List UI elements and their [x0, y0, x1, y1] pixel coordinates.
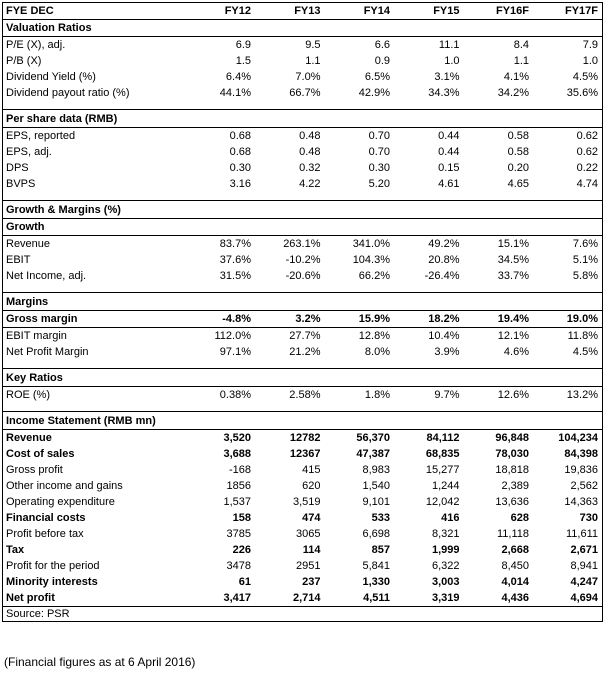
row-label: Revenue — [6, 238, 51, 250]
cell: 1.5 — [235, 55, 251, 67]
cell: 8,941 — [570, 560, 598, 572]
subsection-title-growth — [3, 219, 603, 236]
spacer-cell — [3, 192, 603, 201]
cell: 3,519 — [292, 496, 321, 508]
cell: 1,330 — [362, 576, 390, 588]
cell: 78,030 — [495, 448, 529, 460]
cell: 1.0 — [582, 55, 598, 67]
table-row — [3, 344, 603, 360]
cell: 4,436 — [501, 592, 529, 604]
cell: 0.30 — [368, 162, 390, 174]
cell: 11,118 — [496, 528, 529, 540]
section-title-growth-margins — [3, 201, 603, 219]
cell: 8,450 — [501, 560, 529, 572]
cell: 0.70 — [368, 146, 390, 158]
cell: 12.8% — [358, 330, 390, 342]
cell: 12.1% — [497, 330, 529, 342]
per-share-title: Per share data (RMB) — [3, 110, 603, 128]
cell: 628 — [510, 512, 529, 524]
cell: 2,714 — [292, 592, 321, 604]
growth-title: Growth — [3, 219, 603, 236]
cell: 2951 — [296, 560, 321, 572]
cell: 237 — [302, 576, 321, 588]
cell: 1,999 — [431, 544, 460, 556]
cell: 6.9 — [235, 39, 251, 51]
spacer-row — [3, 101, 603, 110]
cell: 84,112 — [426, 432, 460, 444]
cell: 263.1% — [283, 238, 321, 250]
cell: 84,398 — [564, 448, 598, 460]
cell: 8.4 — [513, 39, 529, 51]
cell: 3,688 — [223, 448, 251, 460]
cell: 66.2% — [358, 270, 390, 282]
row-label: Other income and gains — [6, 480, 123, 492]
cell: 1,537 — [223, 496, 251, 508]
cell: 19.4% — [464, 311, 534, 328]
cell: 4.5% — [572, 71, 598, 83]
cell: 33.7% — [497, 270, 529, 282]
row-label: P/B (X) — [6, 55, 42, 67]
cell: 4,511 — [363, 592, 390, 604]
table-row — [3, 478, 603, 494]
cell: 15.9% — [325, 311, 395, 328]
cell: -4.8% — [186, 311, 256, 328]
table-row — [3, 494, 603, 510]
financial-summary-table — [2, 2, 603, 622]
row-label: Cost of sales — [6, 448, 75, 460]
cell: 6,322 — [431, 560, 460, 572]
cell: 34.5% — [497, 254, 529, 266]
cell: 4,694 — [570, 592, 598, 604]
cell: 1,244 — [431, 480, 460, 492]
row-label: ROE (%) — [6, 389, 50, 401]
row-label: EPS, adj. — [6, 146, 52, 158]
cell: 104,234 — [558, 432, 598, 444]
year-fy14: FY14 — [325, 3, 395, 20]
cell: 533 — [371, 512, 390, 524]
spacer-cell — [3, 284, 603, 293]
table-row — [3, 590, 603, 607]
section-title-valuation — [3, 20, 603, 37]
cell: 12,042 — [425, 496, 460, 508]
cell: 7.6% — [572, 238, 598, 250]
cell: 4.1% — [503, 71, 529, 83]
cell: 27.7% — [289, 330, 321, 342]
table-row — [3, 510, 603, 526]
cell: 3,319 — [431, 592, 460, 604]
row-label: Profit for the period — [6, 560, 100, 572]
cell: 0.58 — [507, 146, 529, 158]
cell: 4.22 — [299, 178, 321, 190]
cell: 1.1 — [305, 55, 321, 67]
cell: 416 — [441, 512, 460, 524]
section-title-income — [3, 412, 603, 430]
cell: 114 — [302, 544, 321, 556]
cell: 1.8% — [364, 389, 390, 401]
section-title-key-ratios — [3, 369, 603, 387]
cell: 158 — [232, 512, 251, 524]
cell: 34.3% — [428, 87, 460, 99]
cell: 0.70 — [368, 130, 390, 142]
row-label: EBIT margin — [6, 330, 67, 342]
cell: 11.1 — [438, 39, 460, 51]
spacer-row — [3, 192, 603, 201]
cell: 3478 — [226, 560, 251, 572]
cell: 4,014 — [501, 576, 529, 588]
cell: 730 — [579, 512, 598, 524]
cell: 4.65 — [507, 178, 529, 190]
row-label: EPS, reported — [6, 130, 76, 142]
cell: 96,848 — [495, 432, 529, 444]
cell: 9,101 — [362, 496, 390, 508]
cell: 9.5 — [305, 39, 321, 51]
cell: -26.4% — [424, 270, 460, 282]
cell: 8.0% — [364, 346, 390, 358]
table-row — [3, 462, 603, 478]
cell: 8,983 — [362, 464, 390, 476]
cell: 4.74 — [576, 178, 598, 190]
cell: 3065 — [296, 528, 321, 540]
table-row — [3, 252, 603, 268]
row-label: Profit before tax — [6, 528, 84, 540]
cell: 8,321 — [431, 528, 460, 540]
year-fy12: FY12 — [186, 3, 256, 20]
cell: 37.6% — [219, 254, 251, 266]
cell: 415 — [302, 464, 321, 476]
cell: 2.58% — [289, 389, 321, 401]
row-label: BVPS — [6, 178, 36, 190]
cell: -10.2% — [285, 254, 321, 266]
year-fy16f: FY16F — [464, 3, 534, 20]
cell: 4.61 — [438, 178, 460, 190]
cell: 0.44 — [438, 130, 460, 142]
header-row — [3, 3, 603, 20]
growth-margins-title: Growth & Margins (%) — [3, 201, 603, 219]
table-row — [3, 128, 603, 145]
cell: 61 — [238, 576, 251, 588]
cell: 1,540 — [362, 480, 390, 492]
cell: 83.7% — [219, 238, 251, 250]
cell: 226 — [232, 544, 251, 556]
cell: 13.2% — [566, 389, 598, 401]
table-row — [3, 526, 603, 542]
row-label: Tax — [6, 544, 25, 556]
cell: 11,611 — [565, 528, 598, 540]
cell: 341.0% — [352, 238, 390, 250]
cell: 9.7% — [434, 389, 460, 401]
financial-summary-table-wrapper — [2, 2, 602, 622]
cell: 4,247 — [570, 576, 598, 588]
cell: 3,003 — [431, 576, 460, 588]
table-row — [3, 144, 603, 160]
cell: 21.2% — [289, 346, 321, 358]
spacer-cell — [3, 403, 603, 412]
cell: 0.58 — [507, 130, 529, 142]
cell: 2,668 — [501, 544, 529, 556]
cell: 35.6% — [566, 87, 598, 99]
cell: 1.0 — [444, 55, 460, 67]
row-label: Minority interests — [6, 576, 98, 588]
cell: 12367 — [289, 448, 321, 460]
table-row — [3, 558, 603, 574]
cell: 47,387 — [356, 448, 390, 460]
subsection-title-margins — [3, 293, 603, 311]
row-label: EBIT — [6, 254, 31, 266]
table-row — [3, 311, 603, 328]
cell: 0.30 — [229, 162, 251, 174]
cell: 0.22 — [576, 162, 598, 174]
row-label: Gross margin — [3, 311, 186, 328]
cell: 4.5% — [572, 346, 598, 358]
row-label: Revenue — [6, 432, 52, 444]
table-row — [3, 574, 603, 590]
cell: 6.5% — [364, 71, 390, 83]
table-row — [3, 328, 603, 345]
spacer-row — [3, 403, 603, 412]
row-label: P/E (X), adj. — [6, 39, 66, 51]
row-label: DPS — [6, 162, 29, 174]
section-title-per-share — [3, 110, 603, 128]
cell: 0.9 — [374, 55, 390, 67]
cell: 0.32 — [299, 162, 321, 174]
row-label: Net profit — [6, 592, 55, 604]
cell: 0.48 — [299, 146, 321, 158]
cell: 14,363 — [564, 496, 598, 508]
fye-label: FYE DEC — [3, 3, 186, 20]
row-label: Dividend payout ratio (%) — [6, 87, 130, 99]
cell: -20.6% — [285, 270, 321, 282]
year-fy17f: FY17F — [533, 3, 603, 20]
cell: 7.9 — [582, 39, 598, 51]
cell: 19.0% — [533, 311, 603, 328]
cell: 2,671 — [570, 544, 598, 556]
cell: 0.15 — [438, 162, 460, 174]
cell: 97.1% — [219, 346, 251, 358]
cell: -168 — [228, 464, 251, 476]
table-row — [3, 176, 603, 192]
year-fy13: FY13 — [255, 3, 325, 20]
table-row — [3, 236, 603, 253]
cell: 13,636 — [495, 496, 529, 508]
table-row — [3, 387, 603, 404]
cell: 10.4% — [428, 330, 460, 342]
cell: 34.2% — [497, 87, 529, 99]
cell: 3785 — [226, 528, 251, 540]
cell: 104.3% — [352, 254, 390, 266]
cell: 1.1 — [513, 55, 529, 67]
cell: 0.68 — [229, 146, 251, 158]
cell: 5.1% — [572, 254, 598, 266]
cell: 68,835 — [425, 448, 460, 460]
cell: 66.7% — [289, 87, 321, 99]
cell: 6,698 — [362, 528, 390, 540]
spacer-row — [3, 360, 603, 369]
cell: 44.1% — [219, 87, 251, 99]
cell: 15.1% — [497, 238, 529, 250]
cell: 5,841 — [362, 560, 390, 572]
cell: 857 — [371, 544, 390, 556]
row-label: Net Profit Margin — [6, 346, 89, 358]
cell: 5.20 — [368, 178, 390, 190]
table-row — [3, 85, 603, 101]
source-row — [3, 607, 603, 622]
cell: 3.2% — [255, 311, 325, 328]
cell: 3.16 — [229, 178, 251, 190]
cell: 3.9% — [434, 346, 460, 358]
table-row — [3, 542, 603, 558]
cell: 20.8% — [428, 254, 460, 266]
cell: 3,520 — [223, 432, 251, 444]
cell: 15,277 — [425, 464, 460, 476]
table-row — [3, 430, 603, 447]
cell: 42.9% — [358, 87, 390, 99]
cell: 2,562 — [570, 480, 598, 492]
row-label: Gross profit — [6, 464, 63, 476]
cell: 56,370 — [356, 432, 390, 444]
row-label: Financial costs — [6, 512, 86, 524]
footnote: (Financial figures as at 6 April 2016) — [4, 655, 196, 669]
cell: 1856 — [226, 480, 251, 492]
table-row — [3, 69, 603, 85]
cell: 474 — [302, 512, 321, 524]
cell: 0.62 — [576, 146, 598, 158]
cell: 0.62 — [576, 130, 598, 142]
cell: 0.68 — [229, 130, 251, 142]
cell: 0.48 — [299, 130, 321, 142]
cell: 6.6 — [374, 39, 390, 51]
cell: 0.44 — [438, 146, 460, 158]
cell: 3.1% — [434, 71, 460, 83]
row-label: Net Income, adj. — [6, 270, 87, 282]
table-row — [3, 268, 603, 284]
spacer-row — [3, 284, 603, 293]
cell: 7.0% — [295, 71, 321, 83]
cell: 19,836 — [564, 464, 598, 476]
cell: 4.6% — [503, 346, 529, 358]
cell: 31.5% — [219, 270, 251, 282]
key-ratios-title: Key Ratios — [3, 369, 603, 387]
cell: 12.6% — [497, 389, 529, 401]
cell: 2,389 — [501, 480, 529, 492]
source-text: Source: PSR — [3, 607, 603, 622]
cell: 12782 — [289, 432, 321, 444]
cell: 112.0% — [214, 330, 251, 342]
row-label: Dividend Yield (%) — [6, 71, 96, 83]
margins-title: Margins — [3, 293, 603, 311]
cell: 3,417 — [223, 592, 251, 604]
table-row — [3, 446, 603, 462]
cell: 49.2% — [428, 238, 460, 250]
income-title: Income Statement (RMB mn) — [3, 412, 603, 430]
row-label: Operating expenditure — [6, 496, 115, 508]
spacer-cell — [3, 360, 603, 369]
spacer-cell — [3, 101, 603, 110]
year-fy15: FY15 — [394, 3, 464, 20]
table-row — [3, 37, 603, 54]
cell: 18,818 — [495, 464, 529, 476]
cell: 18.2% — [394, 311, 464, 328]
cell: 620 — [302, 480, 321, 492]
cell: 5.8% — [572, 270, 598, 282]
cell: 0.20 — [507, 162, 529, 174]
cell: 11.8% — [567, 330, 598, 342]
cell: 6.4% — [225, 71, 251, 83]
cell: 0.38% — [219, 389, 251, 401]
table-row — [3, 53, 603, 69]
valuation-title: Valuation Ratios — [3, 20, 603, 37]
table-row — [3, 160, 603, 176]
